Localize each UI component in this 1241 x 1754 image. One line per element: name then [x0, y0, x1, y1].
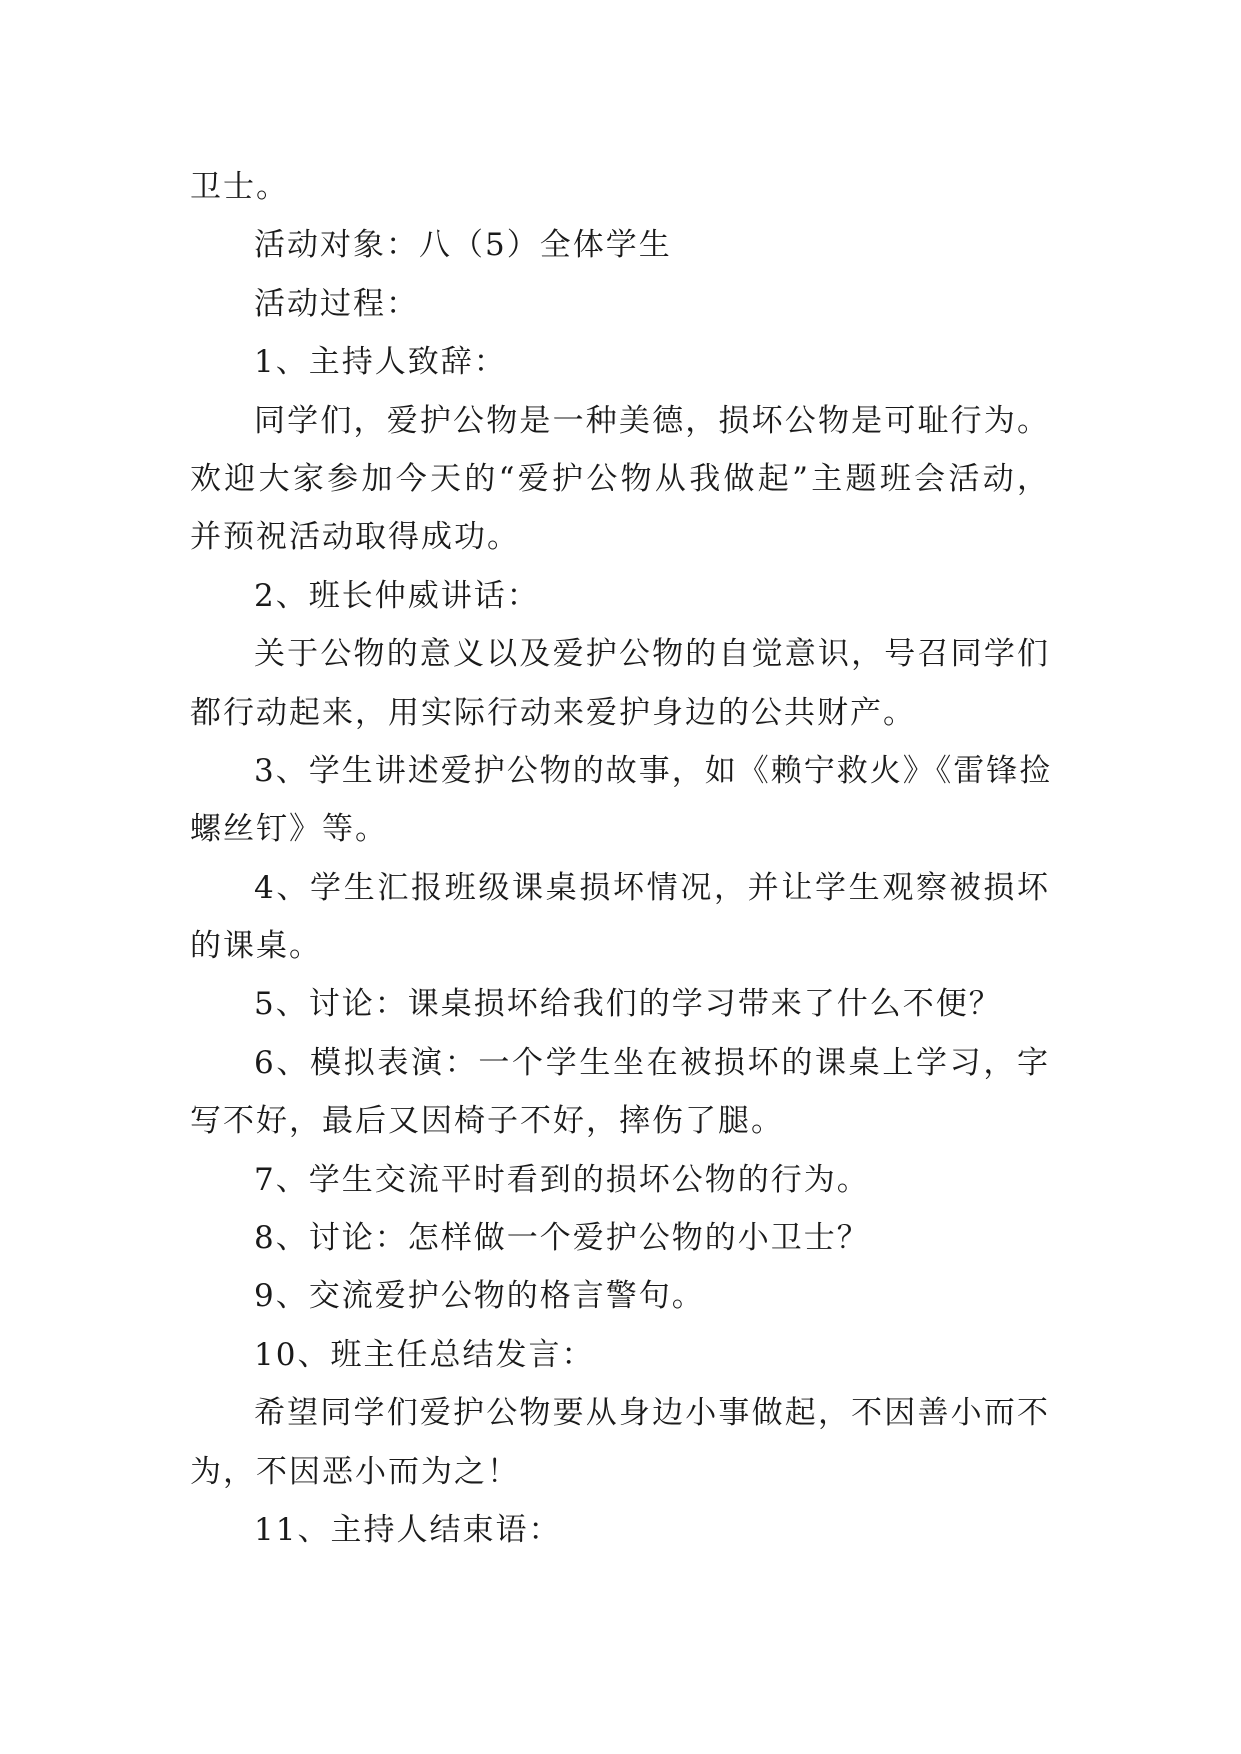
text-line: 螺丝钉》等。	[190, 811, 388, 848]
text-line: 卫士。	[190, 169, 289, 205]
text-line: 并预祝活动取得成功。	[190, 519, 520, 556]
text-line: 都行动起来，用实际行动来爱护身边的公共财产。	[190, 694, 916, 731]
text-line: 欢迎大家参加今天的“爱护公物从我做起”主题班会活动，	[190, 460, 1050, 497]
text-line: 7、学生交流平时看到的损坏公物的行为。	[254, 1161, 870, 1198]
text-line: 6、模拟表演：一个学生坐在被损坏的课桌上学习，字	[254, 1044, 1050, 1081]
text-line: 1、主持人致辞：	[254, 344, 507, 381]
text-line: 活动过程：	[254, 285, 419, 322]
text-line: 11、主持人结束语：	[254, 1511, 562, 1548]
text-line: 同学们，爱护公物是一种美德，损坏公物是可耻行为。	[254, 402, 1050, 439]
text-line: 5、讨论：课桌损坏给我们的学习带来了什么不便？	[254, 986, 1002, 1023]
text-line: 9、交流爱护公物的格言警句。	[254, 1278, 705, 1315]
text-line: 2、班长仲威讲话：	[254, 577, 540, 614]
text-line: 希望同学们爱护公物要从身边小事做起，不因善小而不	[254, 1395, 1050, 1432]
text-line: 4、学生汇报班级课桌损坏情况，并让学生观察被损坏	[254, 869, 1050, 906]
text-line: 的课桌。	[190, 928, 322, 965]
text-line: 为，不因恶小而为之！	[190, 1453, 520, 1490]
text-line: 写不好，最后又因椅子不好，摔伤了腿。	[190, 1103, 784, 1140]
text-line: 3、学生讲述爱护公物的故事，如《赖宁救火》《雷锋捡	[254, 752, 1053, 789]
text-line: 活动对象：八（5）全体学生	[254, 227, 672, 264]
text-line: 关于公物的意义以及爱护公物的自觉意识，号召同学们	[254, 636, 1050, 673]
text-line: 10、班主任总结发言：	[254, 1336, 595, 1373]
document-body	[190, 158, 1053, 1559]
text-line: 8、讨论：怎样做一个爱护公物的小卫士？	[254, 1220, 870, 1257]
